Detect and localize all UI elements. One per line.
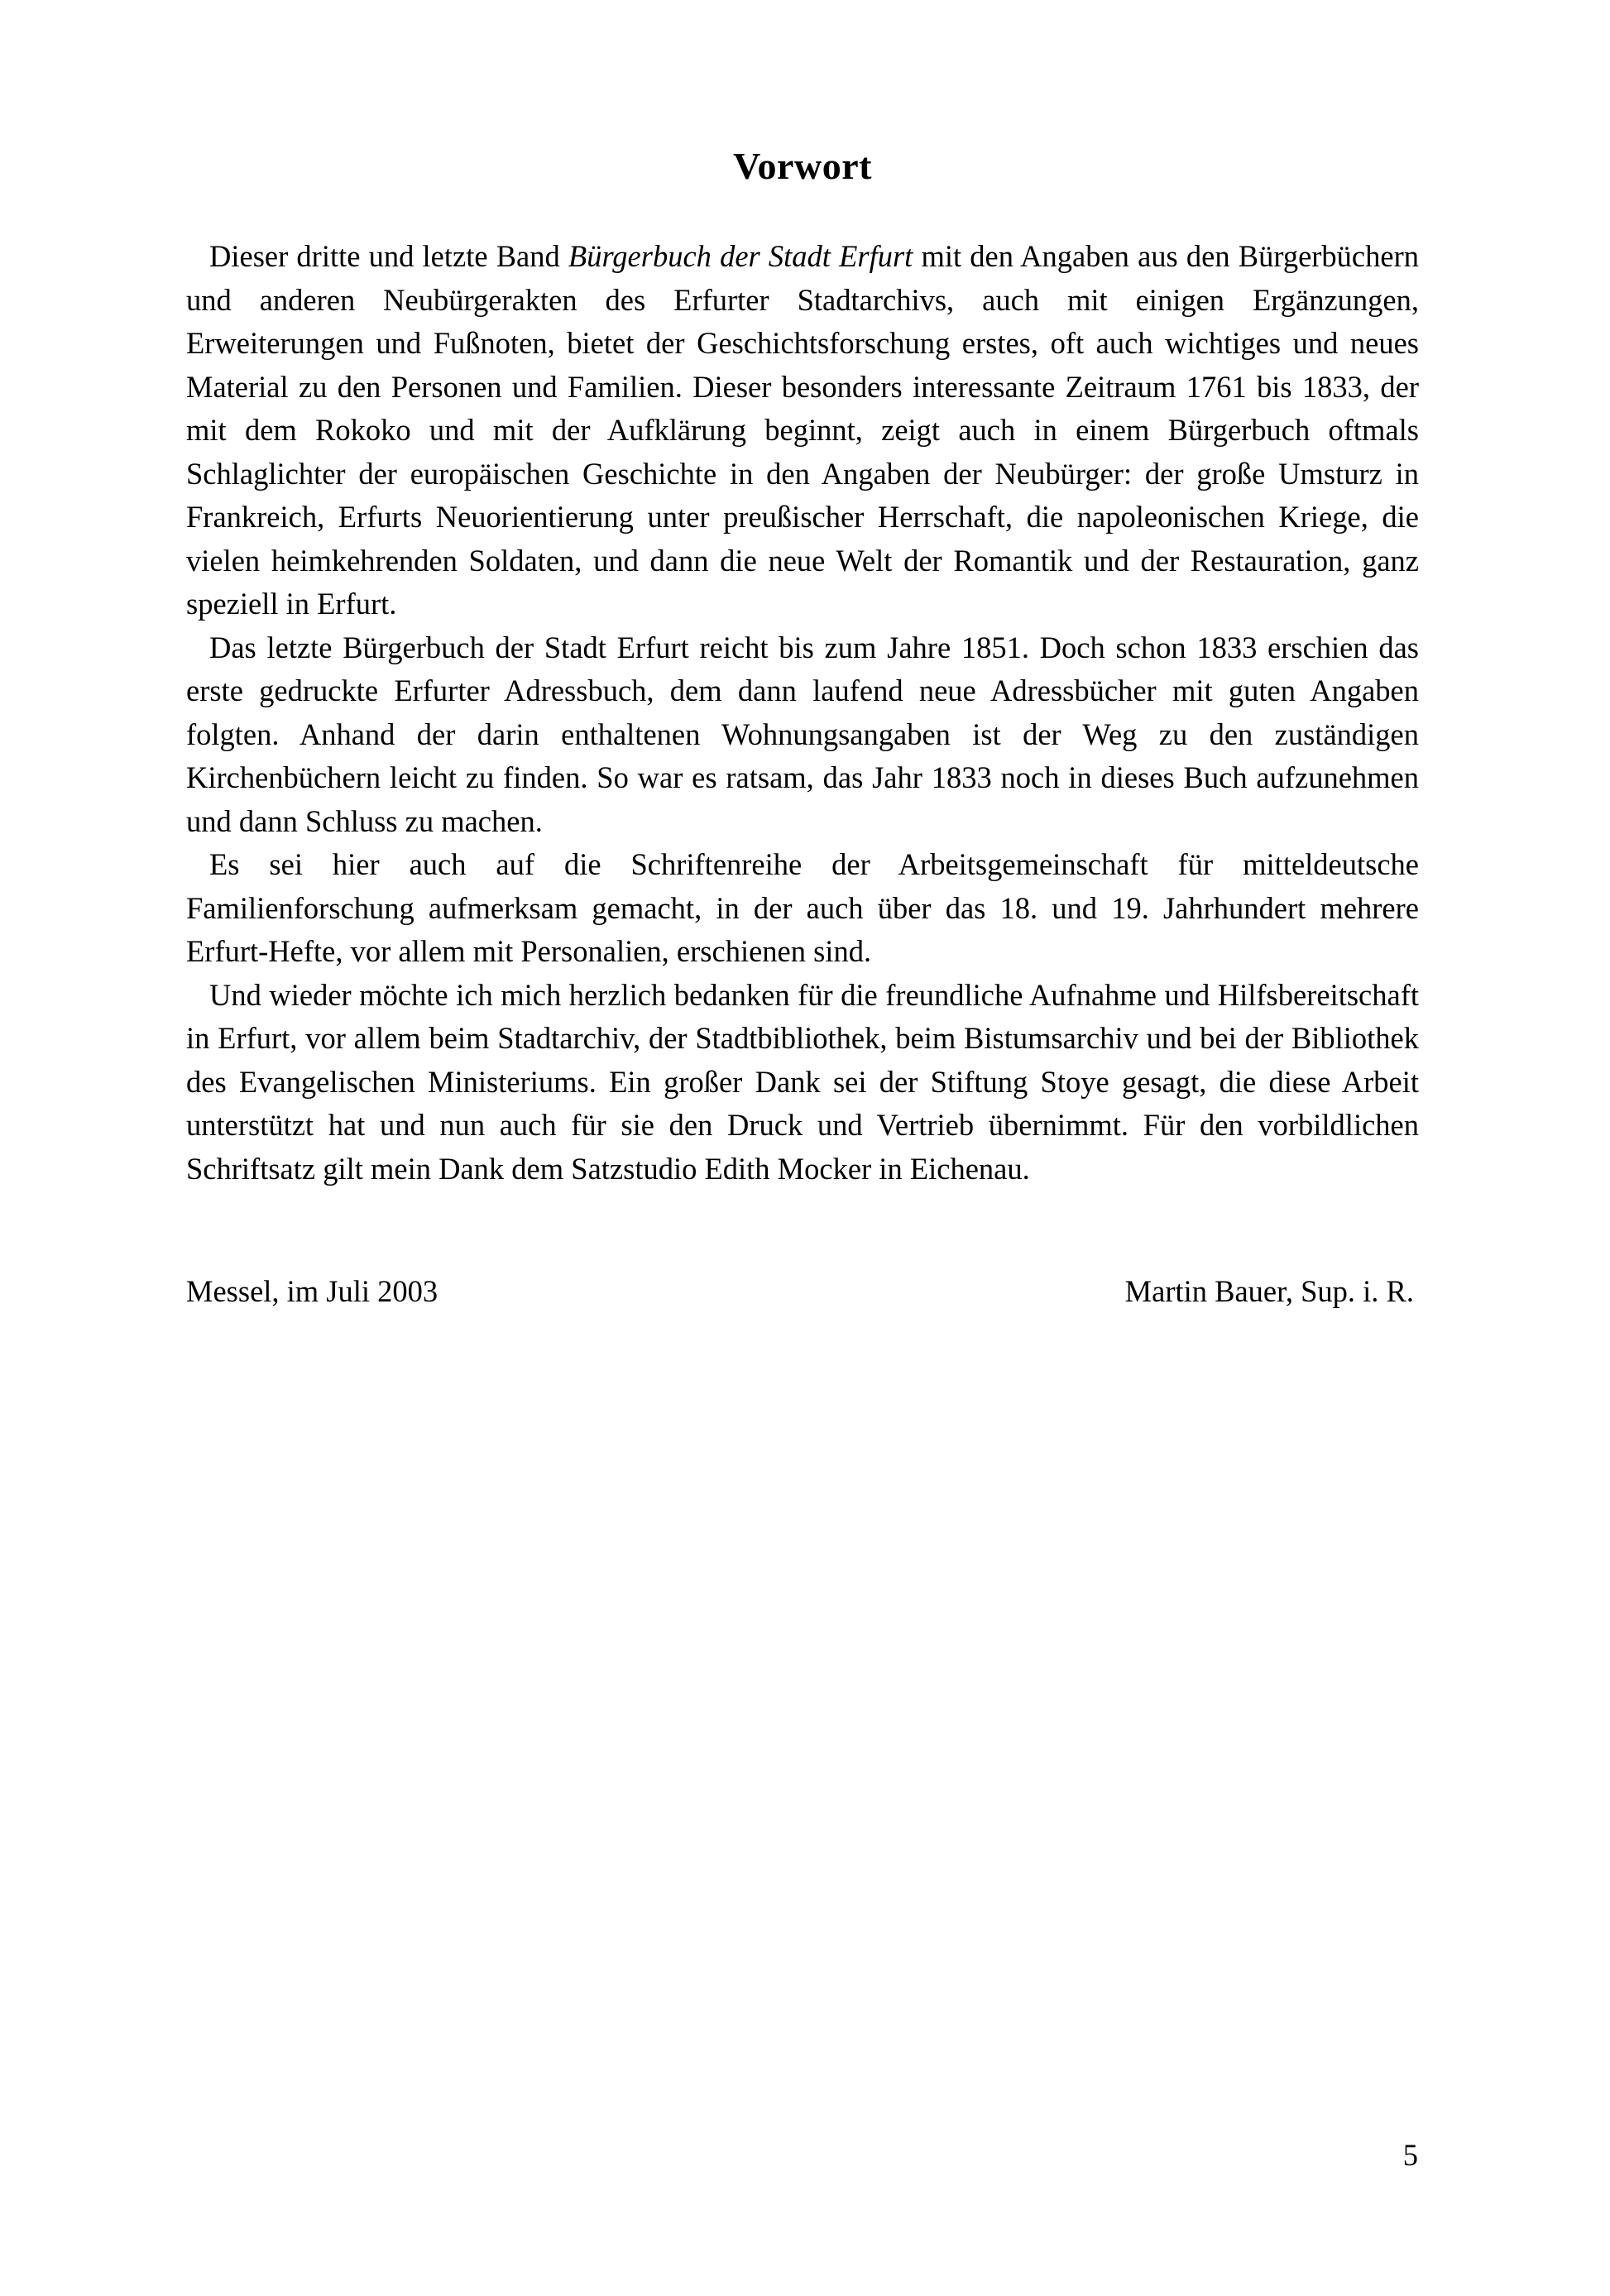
italic-title-run: Bürgerbuch der Stadt Erfurt <box>568 239 913 273</box>
text-column <box>186 0 1419 1314</box>
page-number: 5 <box>1402 2137 1418 2172</box>
signature-row <box>186 1270 1419 1314</box>
page-title: Vorwort <box>733 145 872 187</box>
paragraph-4 <box>186 974 1419 1191</box>
body-text <box>186 235 1419 1191</box>
text-run: Und wieder möchte ich mich herzlich bedanken für die freundliche Aufnahme und Hilfsbereitschaft in Erfurt, vor allem beim Stadtarchiv, der Stadtbibliothek, beim Bistumsarchiv und bei der Bibliothek des Evangelischen Ministeriums. Ein großer Dank sei der Stiftung Stoye gesagt, die diese Arbeit unterstützt hat und nun auch für sie den Druck und Vertrieb übernimmt. Für den vorbildlichen Schriftsatz gilt mein Dank dem Satzstudio Edith Mocker in Eichenau. <box>186 977 1419 1186</box>
text-run: Es sei hier auch auf die Schriftenreihe der Arbeitsgemeinschaft für mitteldeutsche Familienforschung aufmerksam gemacht, in der auch über das 18. und 19. Jahrhundert mehrere Erfurt-Hefte, vor allem mit Personalien, erschienen sind. <box>186 847 1419 968</box>
paragraph-2 <box>186 626 1419 844</box>
text-run: Dieser dritte und letzte Band <box>209 239 568 273</box>
signature-author: Martin Bauer, Sup. i. R. <box>1124 1274 1414 1308</box>
paragraph-3 <box>186 843 1419 974</box>
signature-place-date: Messel, im Juli 2003 <box>186 1274 438 1308</box>
paragraph-1 <box>186 235 1419 626</box>
text-run: Das letzte Bürgerbuch der Stadt Erfurt reicht bis zum Jahre 1851. Doch schon 1833 erschien das erste gedruckte Erfurter Adressbuch, dem dann laufend neue Adressbücher mit guten Angaben folgten. Anhand der darin enthaltenen Wohnungsangaben ist der Weg zu den zuständigen Kirchenbüchern leicht zu finden. So war es ratsam, das Jahr 1833 noch in dieses Buch aufzunehmen und dann Schluss zu machen. <box>186 630 1419 838</box>
text-run: mit den Angaben aus den Bürgerbüchern und anderen Neubürgerakten des Erfurter Stadtarchivs, auch mit einigen Ergänzungen, Erweiterungen und Fußnoten, bietet der Geschichtsforschung erstes, oft auch wichtiges und neues Material zu den Personen und Familien. Dieser besonders interessante Zeitraum 1761 bis 1833, der mit dem Rokoko und mit der Aufklärung beginnt, zeigt auch in einem Bürgerbuch oftmals Schlaglichter der europäischen Geschichte in den Angaben der Neubürger: der große Umsturz in Frankreich, Erfurts Neuorientierung unter preußischer Herrschaft, die napoleonischen Kriege, die vielen heimkehrenden Soldaten, und dann die neue Welt der Romantik und der Restauration, ganz speziell in Erfurt. <box>186 239 1419 621</box>
